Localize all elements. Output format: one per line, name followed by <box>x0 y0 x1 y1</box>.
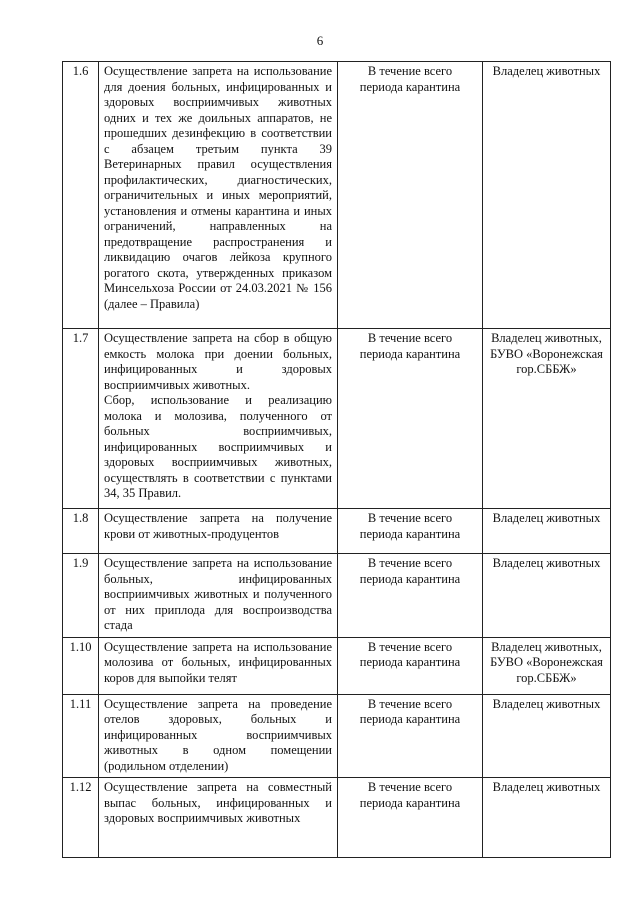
row-number: 1.12 <box>63 778 99 858</box>
measure-description <box>99 778 338 858</box>
measure-description-line: Осуществление запрета на получение крови от животных-продуцентов <box>104 511 332 541</box>
measure-term <box>338 778 483 858</box>
measure-description-line: Осуществление запрета на совместный выпас больных, инфицированных и здоровых восприимчивых животных <box>104 780 332 825</box>
table-body <box>63 62 611 858</box>
table-row <box>63 329 611 509</box>
row-number: 1.6 <box>63 62 99 329</box>
measure-description-line: Осуществление запрета на сбор в общую емкость молока при доении больных, инфицированных и здоровых восприимчивых животных. <box>104 331 332 392</box>
table-row <box>63 778 611 858</box>
measure-description <box>99 62 338 329</box>
measure-responsible-line: Владелец животных <box>492 556 601 570</box>
measure-responsible <box>483 637 611 694</box>
measure-responsible-line: БУВО «Воронежская <box>490 655 603 669</box>
measure-term-line: В течение всего <box>367 639 453 654</box>
measure-responsible-line: Владелец животных, <box>491 331 602 345</box>
measure-responsible-line: Владелец животных <box>492 511 601 525</box>
measure-description <box>99 329 338 509</box>
measure-term <box>338 509 483 554</box>
measure-responsible-line: гор.СББЖ» <box>516 362 577 376</box>
measure-term-line: В течение всего <box>367 511 453 525</box>
table-row <box>63 509 611 554</box>
measure-term-line: периода карантина <box>359 346 461 361</box>
measures-table <box>62 61 611 858</box>
measure-description <box>99 554 338 638</box>
measure-term <box>338 329 483 509</box>
measure-responsible <box>483 554 611 638</box>
measure-responsible-line: Владелец животных, <box>491 639 602 654</box>
measure-term-line: В течение всего <box>367 780 453 794</box>
table-row <box>63 62 611 329</box>
row-number: 1.7 <box>63 329 99 509</box>
measure-term <box>338 62 483 329</box>
measure-description <box>99 637 338 694</box>
measure-responsible <box>483 778 611 858</box>
measure-term <box>338 637 483 694</box>
page-number: 6 <box>316 33 324 48</box>
measure-description-line: Сбор, использование и реализацию молока и молозива, полученного от больных восприимчивых, инфицированных восприимчивых и здоровых восприимчивых животных, осуществлять в соответствии с пунктами 34, 35 Правил. <box>104 393 332 500</box>
row-number: 1.9 <box>63 554 99 638</box>
measure-term-line: В течение всего <box>367 696 453 711</box>
table-row <box>63 694 611 778</box>
measure-responsible-line: гор.СББЖ» <box>516 670 577 685</box>
measure-term-line: периода карантина <box>359 79 461 94</box>
measure-responsible <box>483 62 611 329</box>
measure-description-line: Осуществление запрета на проведение отелов здоровых, больных и инфицированных восприимчивых животных в одном помещении (родильном отделении) <box>104 696 332 773</box>
row-number: 1.11 <box>63 694 99 778</box>
measure-responsible <box>483 694 611 778</box>
measure-term <box>338 694 483 778</box>
measure-responsible <box>483 509 611 554</box>
measure-term <box>338 554 483 638</box>
row-number: 1.10 <box>63 637 99 694</box>
measure-responsible-line: БУВО «Воронежская <box>490 346 603 361</box>
measure-term-line: периода карантина <box>359 571 461 586</box>
measure-responsible <box>483 329 611 509</box>
row-number: 1.8 <box>63 509 99 554</box>
measure-term-line: периода карантина <box>359 526 461 541</box>
measure-term-line: периода карантина <box>359 795 461 810</box>
measure-responsible-line: Владелец животных <box>492 780 601 794</box>
measure-responsible-line: Владелец животных <box>492 696 601 711</box>
measure-description <box>99 509 338 554</box>
measure-description-line: Осуществление запрета на использование для доения больных, инфицированных и здоровых восприимчивых животных одних и тех же доильных аппаратов, не прошедших дезинфекцию в соответствии с абзацем третьим пункта 39 Ветеринарных правил осуществления профилактических, диагностических, ограничительных и иных мероприятий, установления и отмены карантина и иных ограничений, направленных на предотвращение распространения и ликвидацию очагов лейкоза крупного рогатого скота, утвержденных приказом Минсельхоза России от 24.03.2021 № 156 (далее – Правила) <box>104 64 332 311</box>
measure-term-line: В течение всего <box>367 556 453 570</box>
measure-term-line: В течение всего <box>367 331 453 345</box>
table-row <box>63 637 611 694</box>
measure-description-line: Осуществление запрета на использование молозива от больных, инфицированных коров для выпойки телят <box>104 639 332 685</box>
measure-term-line: периода карантина <box>359 712 461 726</box>
table-row <box>63 554 611 638</box>
measure-term-line: В течение всего <box>367 64 453 78</box>
measure-description-line: Осуществление запрета на использование больных, инфицированных восприимчивых животных и полученного от них приплода для воспроизводства стада <box>104 556 332 632</box>
measure-term-line: периода карантина <box>359 655 461 669</box>
measure-description <box>99 694 338 778</box>
measure-responsible-line: Владелец животных <box>492 64 601 78</box>
